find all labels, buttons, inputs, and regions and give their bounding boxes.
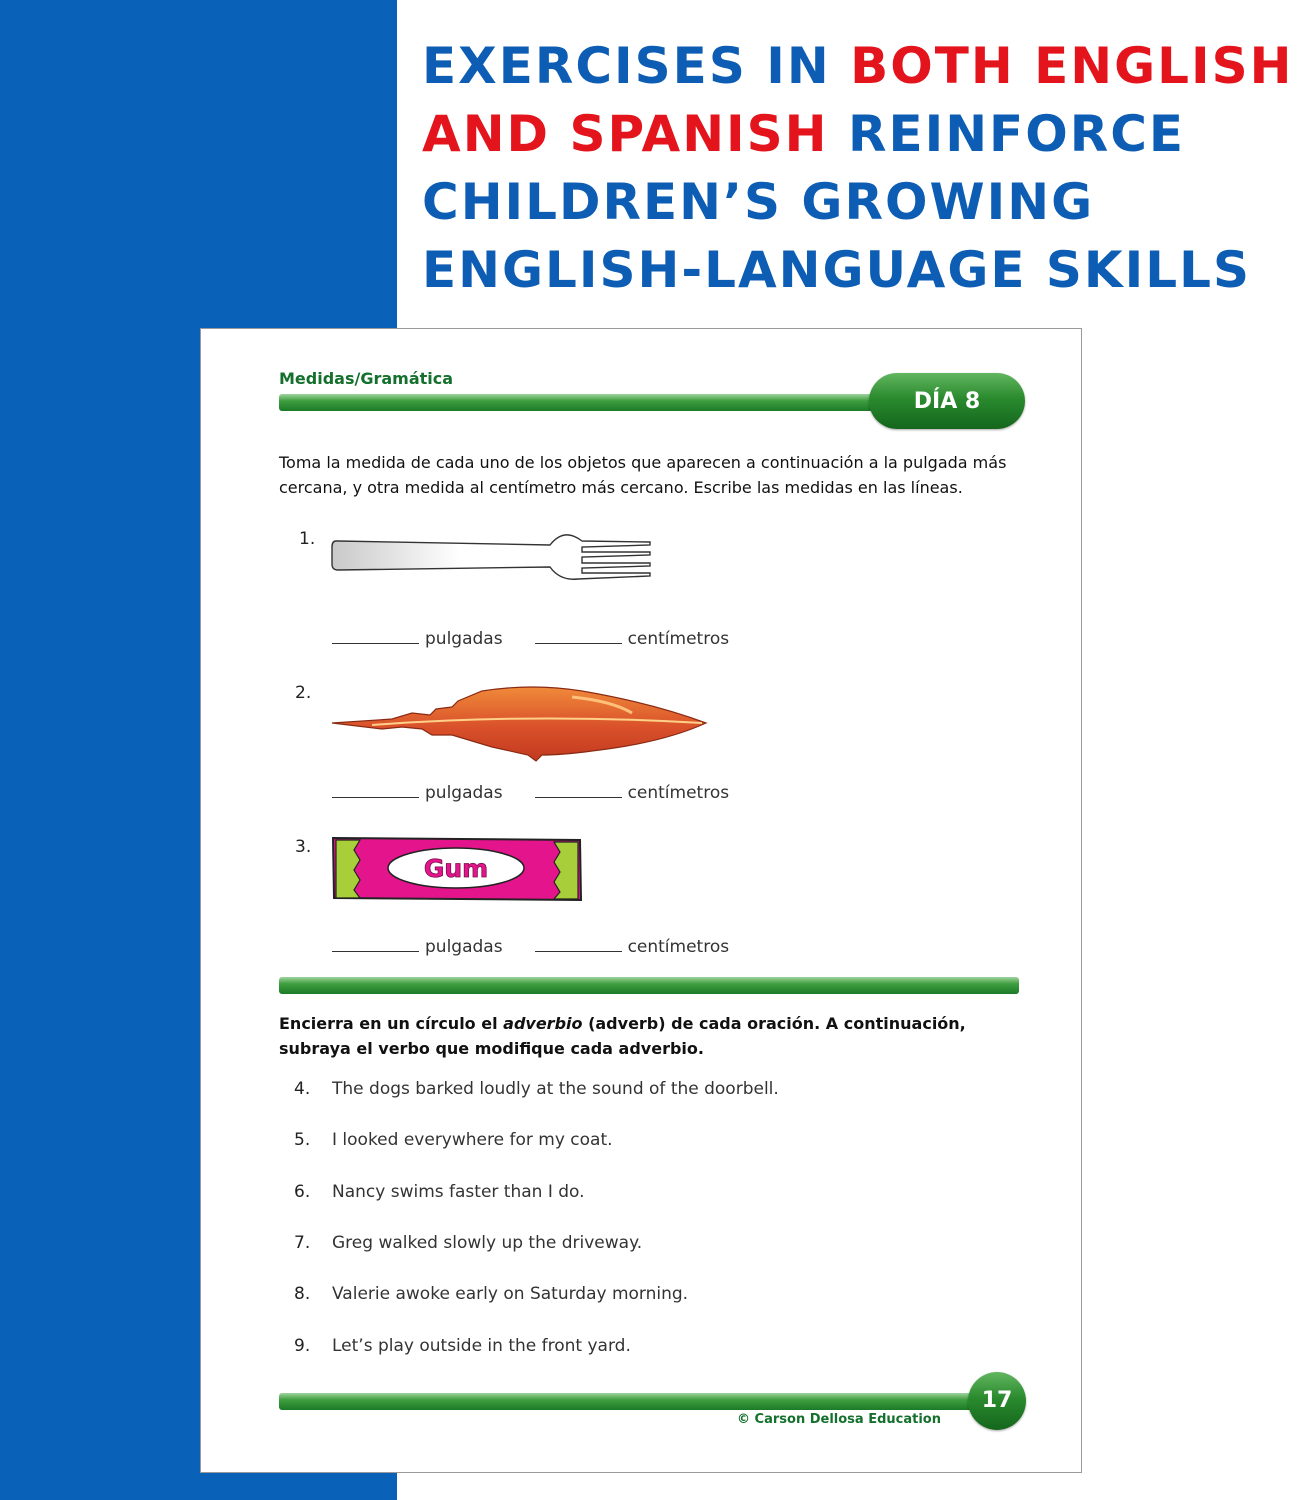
page-number: 17 [968,1372,1026,1430]
instructions-italic: adverbio [503,1014,583,1033]
answer-blank-inches[interactable] [332,783,419,798]
headline-text: REINFORCE [828,105,1186,163]
unit-inches: pulgadas [425,937,503,957]
sentence-text: The dogs barked loudly at the sound of the doorbell. [332,1079,779,1099]
headline-line-2 [422,100,1302,168]
day-badge: DÍA 8 [869,373,1025,429]
sentence-number: 9. [294,1336,311,1356]
answer-blank-inches[interactable] [332,937,419,952]
unit-inches: pulgadas [425,629,503,649]
answer-blank-inches[interactable] [332,629,419,644]
unit-cm: centímetros [627,629,730,649]
measure-row-1 [332,629,729,649]
sentence-text: Nancy swims faster than I do. [332,1182,585,1202]
answer-blank-cm[interactable] [535,783,622,798]
sentence-number: 8. [294,1284,311,1304]
headline-highlight: BOTH ENGLISH [850,37,1294,95]
sentence-text: Let’s play outside in the front yard. [332,1336,631,1356]
adverb-instructions [279,1011,1039,1061]
sentence-number: 7. [294,1233,311,1253]
footer-rule [279,1393,979,1410]
answer-blank-cm[interactable] [535,629,622,644]
sentence-text: Greg walked slowly up the driveway. [332,1233,643,1253]
headline [422,32,1302,304]
sentence-number: 5. [294,1130,311,1150]
headline-line-3: CHILDREN’S GROWING [422,173,1095,231]
worksheet-page [200,328,1082,1473]
measure-instructions: Toma la medida de cada uno de los objetos que aparecen a continuación a la pulgada más cercana, y otra medida al centímetro más cercano. Escribe las medidas en las líneas. [279,453,1007,497]
unit-inches: pulgadas [425,783,503,803]
instructions-text: (adverb) de cada oración. A continuación, subraya el verbo que modifique cada adverbio. [279,1014,966,1058]
headline-line-1 [422,32,1302,100]
sentence-text: I looked everywhere for my coat. [332,1130,613,1150]
item-number: 1. [299,529,316,549]
gum-icon [332,836,582,902]
unit-cm: centímetros [627,937,730,957]
copyright-credit: © Carson Dellosa Education [737,1412,941,1427]
header-rule [279,394,919,411]
headline-line-4: ENGLISH-LANGUAGE SKILLS [422,241,1252,299]
instructions-text: Encierra en un círculo el [279,1014,504,1033]
unit-cm: centímetros [627,783,730,803]
headline-highlight: AND SPANISH [422,105,829,163]
sentence-number: 4. [294,1079,311,1099]
section-label: Medidas/Gramática [279,369,454,388]
measure-row-2 [332,783,729,803]
item-number: 3. [295,837,312,857]
item-number: 2. [295,683,312,703]
fork-icon [332,529,654,584]
sentence-number: 6. [294,1182,311,1202]
sentence-text: Valerie awoke early on Saturday morning. [332,1284,689,1304]
feather-icon [332,685,708,761]
headline-text: EXERCISES IN [422,37,851,95]
measure-row-3 [332,937,729,957]
section-divider [279,977,1019,994]
answer-blank-cm[interactable] [535,937,622,952]
gum-label: Gum [423,854,489,883]
